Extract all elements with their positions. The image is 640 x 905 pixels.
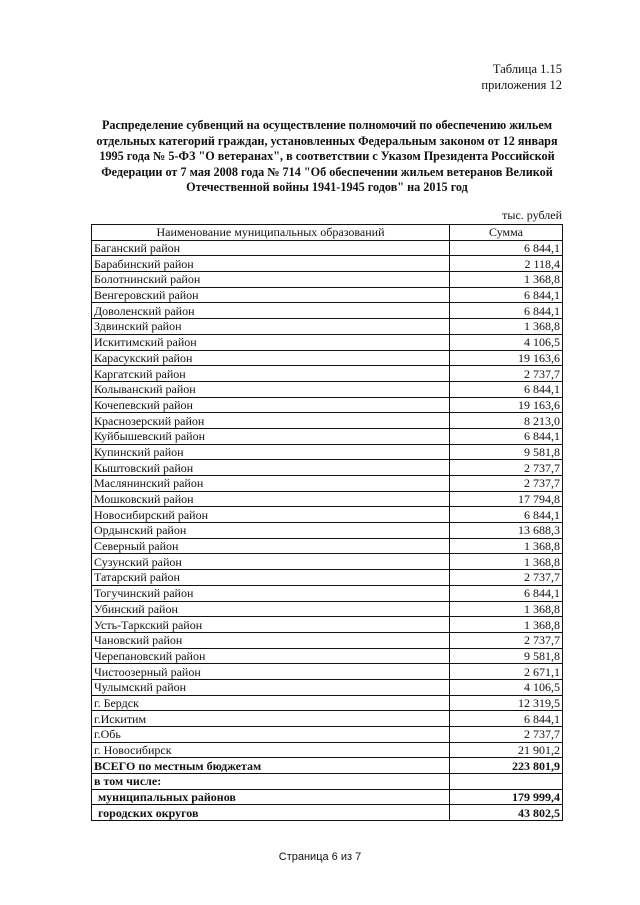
subsidy-table: [91, 224, 563, 821]
municipality-name: в том числе:: [92, 774, 450, 790]
municipality-name: Колыванский район: [92, 381, 450, 397]
amount-value: 6 844,1: [450, 303, 563, 319]
municipality-name: Чистоозерный район: [92, 664, 450, 680]
amount-value: 2 737,7: [450, 727, 563, 743]
table-row: [92, 334, 563, 350]
table-row: [92, 679, 563, 695]
amount-value: 6 844,1: [450, 507, 563, 523]
amount-value: 1 368,8: [450, 601, 563, 617]
table-row: [92, 805, 563, 821]
amount-value: 1 368,8: [450, 538, 563, 554]
page-footer: Страница 6 из 7: [278, 851, 362, 863]
table-row: [92, 319, 563, 335]
municipality-name: г. Бердск: [92, 695, 450, 711]
amount-value: 9 581,8: [450, 444, 563, 460]
table-row: [92, 664, 563, 680]
municipality-name: Тогучинский район: [92, 585, 450, 601]
units-label: тыс. рублей: [502, 208, 562, 222]
amount-value: 2 737,7: [450, 632, 563, 648]
table-row: [92, 523, 563, 539]
table-row: [92, 774, 563, 790]
municipality-name: г.Обь: [92, 727, 450, 743]
municipality-name: Барабинский район: [92, 256, 450, 272]
table-row: [92, 695, 563, 711]
municipality-name: Баганский район: [92, 240, 450, 256]
municipality-name: Болотнинский район: [92, 272, 450, 288]
municipality-name: Убинский район: [92, 601, 450, 617]
table-row: [92, 758, 563, 774]
amount-value: 6 844,1: [450, 381, 563, 397]
table-row: [92, 413, 563, 429]
amount-value: 2 737,7: [450, 366, 563, 382]
table-body: [92, 240, 563, 820]
municipality-name: г. Новосибирск: [92, 742, 450, 758]
table-header-row: [92, 225, 563, 241]
amount-value: 8 213,0: [450, 413, 563, 429]
amount-value: 12 319,5: [450, 695, 563, 711]
amount-value: 17 794,8: [450, 491, 563, 507]
table-row: [92, 366, 563, 382]
table-row: [92, 381, 563, 397]
table-row: [92, 287, 563, 303]
municipality-name: Чановский район: [92, 632, 450, 648]
amount-value: 4 106,5: [450, 334, 563, 350]
table-row: [92, 632, 563, 648]
table-row: [92, 742, 563, 758]
amount-value: 1 368,8: [450, 272, 563, 288]
amount-value: 6 844,1: [450, 287, 563, 303]
table-row: [92, 585, 563, 601]
municipality-name: Краснозерский район: [92, 413, 450, 429]
municipality-name: ВСЕГО по местным бюджетам: [92, 758, 450, 774]
table-row: [92, 444, 563, 460]
municipality-name: Каргатский район: [92, 366, 450, 382]
municipality-name: Усть-Таркский район: [92, 617, 450, 633]
amount-value: 19 163,6: [450, 350, 563, 366]
municipality-name: Мошковский район: [92, 491, 450, 507]
table-row: [92, 570, 563, 586]
caption-table-number: Таблица 1.15: [492, 62, 562, 76]
municipality-name: городских округов: [92, 805, 450, 821]
amount-value: 179 999,4: [450, 789, 563, 805]
municipality-name: Татарский район: [92, 570, 450, 586]
table-caption: [481, 61, 562, 93]
table-row: [92, 727, 563, 743]
table-row: [92, 507, 563, 523]
amount-value: 9 581,8: [450, 648, 563, 664]
table-row: [92, 554, 563, 570]
table-row: [92, 397, 563, 413]
amount-value: 223 801,9: [450, 758, 563, 774]
amount-value: 1 368,8: [450, 617, 563, 633]
municipality-name: муниципальных районов: [92, 789, 450, 805]
municipality-name: Черепановский район: [92, 648, 450, 664]
amount-value: 21 901,2: [450, 742, 563, 758]
amount-value: 4 106,5: [450, 679, 563, 695]
table-row: [92, 601, 563, 617]
amount-value: 2 118,4: [450, 256, 563, 272]
municipality-name: Северный район: [92, 538, 450, 554]
amount-value: [450, 774, 563, 790]
amount-value: 2 671,1: [450, 664, 563, 680]
amount-value: 6 844,1: [450, 240, 563, 256]
municipality-name: Кыштовский район: [92, 460, 450, 476]
municipality-name: Карасукский район: [92, 350, 450, 366]
amount-value: 13 688,3: [450, 523, 563, 539]
municipality-name: Венгеровский район: [92, 287, 450, 303]
amount-value: 1 368,8: [450, 319, 563, 335]
table-row: [92, 789, 563, 805]
municipality-name: Чулымский район: [92, 679, 450, 695]
amount-value: 6 844,1: [450, 711, 563, 727]
municipality-name: Сузунский район: [92, 554, 450, 570]
amount-value: 43 802,5: [450, 805, 563, 821]
municipality-name: Доволенский район: [92, 303, 450, 319]
amount-value: 2 737,7: [450, 570, 563, 586]
amount-value: 19 163,6: [450, 397, 563, 413]
municipality-name: Куйбышевский район: [92, 428, 450, 444]
header-amount: Сумма: [450, 225, 563, 241]
amount-value: 6 844,1: [450, 585, 563, 601]
table-row: [92, 538, 563, 554]
table-row: [92, 350, 563, 366]
table-row: [92, 303, 563, 319]
header-municipality: Наименование муниципальных образований: [92, 225, 450, 241]
amount-value: 2 737,7: [450, 476, 563, 492]
table-row: [92, 460, 563, 476]
amount-value: 2 737,7: [450, 460, 563, 476]
table-row: [92, 491, 563, 507]
municipality-name: Маслянинский район: [92, 476, 450, 492]
table-row: [92, 711, 563, 727]
table-row: [92, 476, 563, 492]
table-row: [92, 240, 563, 256]
document-title: Распределение субвенций на осуществление полномочий по обеспечению жильем отдельных категорий граждан, установленных Федеральным законом от 12 января 1995 года № 5-ФЗ "О ветеранах", в соответствии с Указом Президента Российской Федерации от 7 мая 2008 года № 714 "Об обеспечении жильем ветеранов Великой Отечественной войны 1941-1945 годов" на 2015 год: [96, 118, 558, 195]
municipality-name: г.Искитим: [92, 711, 450, 727]
amount-value: 6 844,1: [450, 428, 563, 444]
municipality-name: Здвинский район: [92, 319, 450, 335]
table-row: [92, 648, 563, 664]
table-row: [92, 428, 563, 444]
municipality-name: Искитимский район: [92, 334, 450, 350]
municipality-name: Кочепевский район: [92, 397, 450, 413]
amount-value: 1 368,8: [450, 554, 563, 570]
table-row: [92, 256, 563, 272]
table-row: [92, 272, 563, 288]
caption-appendix: приложения 12: [481, 78, 562, 92]
municipality-name: Новосибирский район: [92, 507, 450, 523]
municipality-name: Купинский район: [92, 444, 450, 460]
municipality-name: Ордынский район: [92, 523, 450, 539]
table-row: [92, 617, 563, 633]
